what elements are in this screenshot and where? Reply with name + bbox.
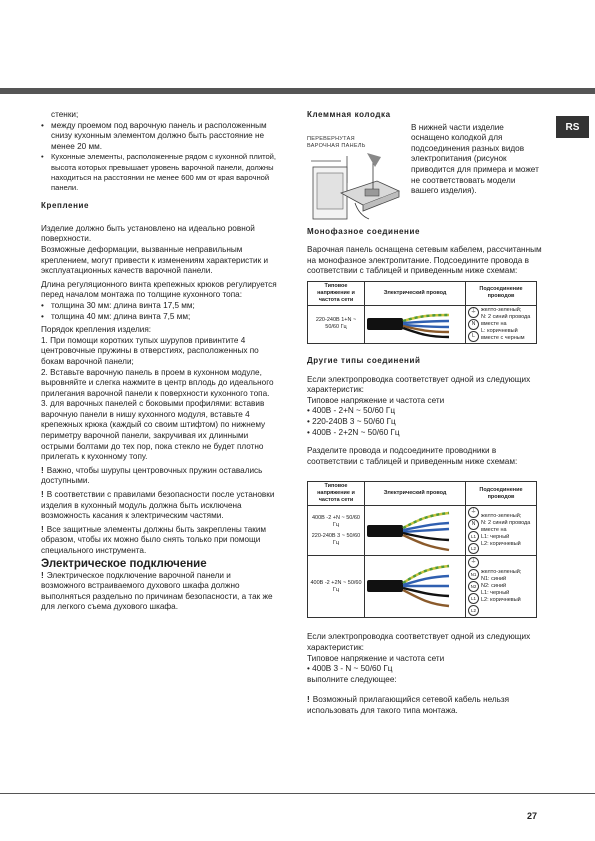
multi-wiring-table — [307, 481, 537, 618]
other-description: Разделите провода и подсоедините проводники в соответствии с таблицей и приведенным ниже схемам: — [307, 446, 518, 466]
legend-line: желто-зеленый; — [481, 306, 522, 313]
list-item: • 220-240В 3 ~ 50/60 Гц — [307, 416, 396, 426]
warning-mark: ! — [41, 490, 44, 500]
terminal-description: В нижней части изделие оснащено колодкой для подсоединения разных видов электропитания (рисунок приводится для примера и может не соответствовать модели вашего изделия). — [411, 122, 539, 196]
line-terminal: L — [468, 331, 479, 342]
other-description: Если электропроводка соответствует одной из следующих характеристик: — [307, 374, 531, 395]
neutral-terminal: N2 — [468, 581, 479, 592]
hob-terminal-drawing — [307, 123, 405, 221]
neutral-terminal: N — [468, 319, 479, 330]
ground-terminal-icon: ⏚ — [468, 557, 479, 568]
note-text: Возможный прилагающийся сетевой кабель нельзя использовать для такого типа монтажа. — [307, 695, 510, 715]
legend-line: N: 2 синий провода вместе на — [481, 313, 531, 327]
note-text: Важно, чтобы шурупы центровочных пружин оставались доступными. — [41, 465, 263, 486]
line-terminal: L1 — [468, 531, 479, 542]
warning-mark: ! — [41, 524, 44, 534]
note-text: В соответствии с правилами безопасности после установки изделия в кухонный модуль должна быть исключена возможность касания к электрическим частями. — [41, 490, 275, 521]
final-description: выполните следующее: — [307, 674, 397, 684]
other-heading: Другие типы соединений — [307, 355, 421, 365]
table-header: Подсоединение проводов — [466, 482, 537, 506]
mono-heading: Монофазное соединение — [307, 226, 421, 236]
warning-mark: ! — [307, 695, 310, 705]
terminal-heading: Клеммная колодка — [307, 110, 391, 119]
final-subtitle: Типовое напряжение и частота сети — [307, 653, 445, 663]
legend-line: L: коричневый вместе с черным — [481, 327, 525, 341]
terminal-block-illustration — [307, 123, 405, 221]
table-header: Подсоединение проводов — [466, 281, 537, 305]
warning-mark: ! — [41, 465, 44, 475]
footer-rule — [0, 793, 595, 794]
neutral-terminal: N1 — [468, 569, 479, 580]
bullet-item: • толщина 30 мм: длина винта 17,5 мм; — [41, 301, 277, 312]
table-header: Типовое напряжение и частота сети — [308, 281, 365, 305]
cable-drawing — [365, 307, 461, 341]
line-terminal: L1 — [468, 593, 479, 604]
left-column — [41, 110, 277, 613]
bullet-item: • толщина 40 мм: длина винта 7,5 мм; — [41, 312, 277, 323]
ground-terminal-icon: ⏚ — [468, 507, 479, 518]
step-item: 1. При помощи коротких тупых шурупов привинтите 4 центровочные пружины в отверстиях, расположенных по бокам варочной панели; — [41, 335, 259, 366]
legend-line: L2: коричневый — [481, 597, 521, 604]
voltage-cell: 400В -2 +N ~ 50/60 Гц — [311, 514, 360, 528]
table-header: Типовое напряжение и частота сети — [308, 482, 365, 506]
step-item: 2. Вставьте варочную панель в проем в кухонном модуле, выровняйте и слегка нажмите в центр вплодь до идеального прилегания варочной панели к поверхности кухонного топа. — [41, 367, 274, 398]
order-title: Порядок крепления изделия: — [41, 325, 152, 335]
mono-description: Варочная панель оснащена сетевым кабелем, рассчитанным на монофазное электропитание. Подсоедините провода в соответствии с таблицей и приведенным ниже схемам: — [307, 245, 542, 276]
other-subtitle: Типовое напряжение и частота сети — [307, 395, 445, 405]
legend-line: L1: черный — [481, 590, 510, 597]
mounting-heading: Крепление — [41, 201, 90, 211]
intro-line: стенки; — [51, 110, 79, 119]
legend-line: L2: коричневый — [481, 541, 521, 548]
line-terminal: L2 — [468, 543, 479, 554]
voltage-cell: 220-240В 1+N ~ 50/60 Гц — [308, 305, 365, 343]
final-description: Если электропроводка соответствует одной из следующих характеристик: — [307, 632, 531, 652]
figure-label: ВАРОЧНАЯ ПАНЕЛЬ — [307, 142, 366, 149]
cable-drawing — [365, 560, 461, 614]
warning-mark: ! — [41, 570, 44, 580]
language-tab: RS — [556, 116, 589, 138]
voltage-cell: 220-240В 3 ~ 50/60 Гц — [311, 532, 361, 546]
list-item: • 400В 3 - N ~ 50/60 Гц — [307, 664, 393, 674]
table-header: Электрический провод — [365, 482, 466, 506]
mounting-paragraph: Изделие должно быть установлено на идеально ровной поверхности. — [41, 223, 255, 244]
legend-line: L1: черный — [481, 534, 510, 541]
list-item: • 400В - 2+2N ~ 50/60 Гц — [307, 427, 400, 437]
mounting-paragraph: Длина регуляционного винта крепежных крюков регулируется перед началом монтажа по толщине кухонного топа: — [41, 279, 277, 300]
list-item: • 400В - 2+N ~ 50/60 Гц — [307, 406, 396, 416]
neutral-terminal: N — [468, 519, 479, 530]
bullet-item: • Кухонные элементы, расположенные рядом с кухонной плитой, высота которых превышает уровень варочной панели, должны находиться на расстоянии не менее 600 мм от края варочной панели. — [41, 152, 277, 193]
legend-line: N2: синий — [481, 583, 507, 590]
ground-terminal-icon: ⏚ — [468, 307, 479, 318]
note-text: Электрическое подключение варочной панели и возможного встраиваемого духового шкафа должно выполняться раздельно по причинам безопасности, а так же для легкого съема духового шкафа. — [41, 570, 273, 612]
electrical-heading: Электрическое подключение — [41, 557, 207, 570]
mounting-paragraph: Возможные деформации, вызванные неправильным креплением, могут привести к изменениям характеристик и эксплуатационных качеств варочной панели. — [41, 244, 269, 276]
table-header: Электрический провод — [365, 281, 466, 305]
line-terminal: L2 — [468, 605, 479, 616]
page-number: 27 — [527, 811, 538, 821]
voltage-cell: 400В -2 +2N ~ 50/60 Гц — [308, 556, 365, 618]
mono-wiring-table — [307, 281, 537, 344]
figure-label: ПЕРЕВЕРНУТАЯ — [307, 135, 355, 142]
right-column — [307, 110, 543, 716]
note-text: Все защитные элементы должны быть закреплены таким образом, чтобы их можно было снять только при помощи специального инструмента. — [41, 524, 267, 555]
step-item: 3. для варочных панелей с боковыми профилями: вставив варочную панели в нишу кухонного модуля, вставьте 4 крепежных крюка (каждый со своим штифтом) по нижнему периметру варочной панели, закручивая их длинными острыми болтами до тех пор, пока стекло не будет плотно прилегать к кухонному топу. — [41, 399, 266, 462]
legend-line: желто-зеленый; — [481, 513, 522, 520]
legend-line: N: 2 синий провода вместе на — [481, 520, 531, 534]
legend-line: желто-зеленый; — [481, 569, 522, 576]
header-bar — [0, 88, 595, 94]
cable-drawing — [365, 507, 461, 555]
legend-line: N1: синий — [481, 576, 507, 583]
bullet-item: • между проемом под варочную панель и расположенным снизу кухонным элементом должно быть расстояние не менее 20 мм. — [41, 121, 277, 153]
